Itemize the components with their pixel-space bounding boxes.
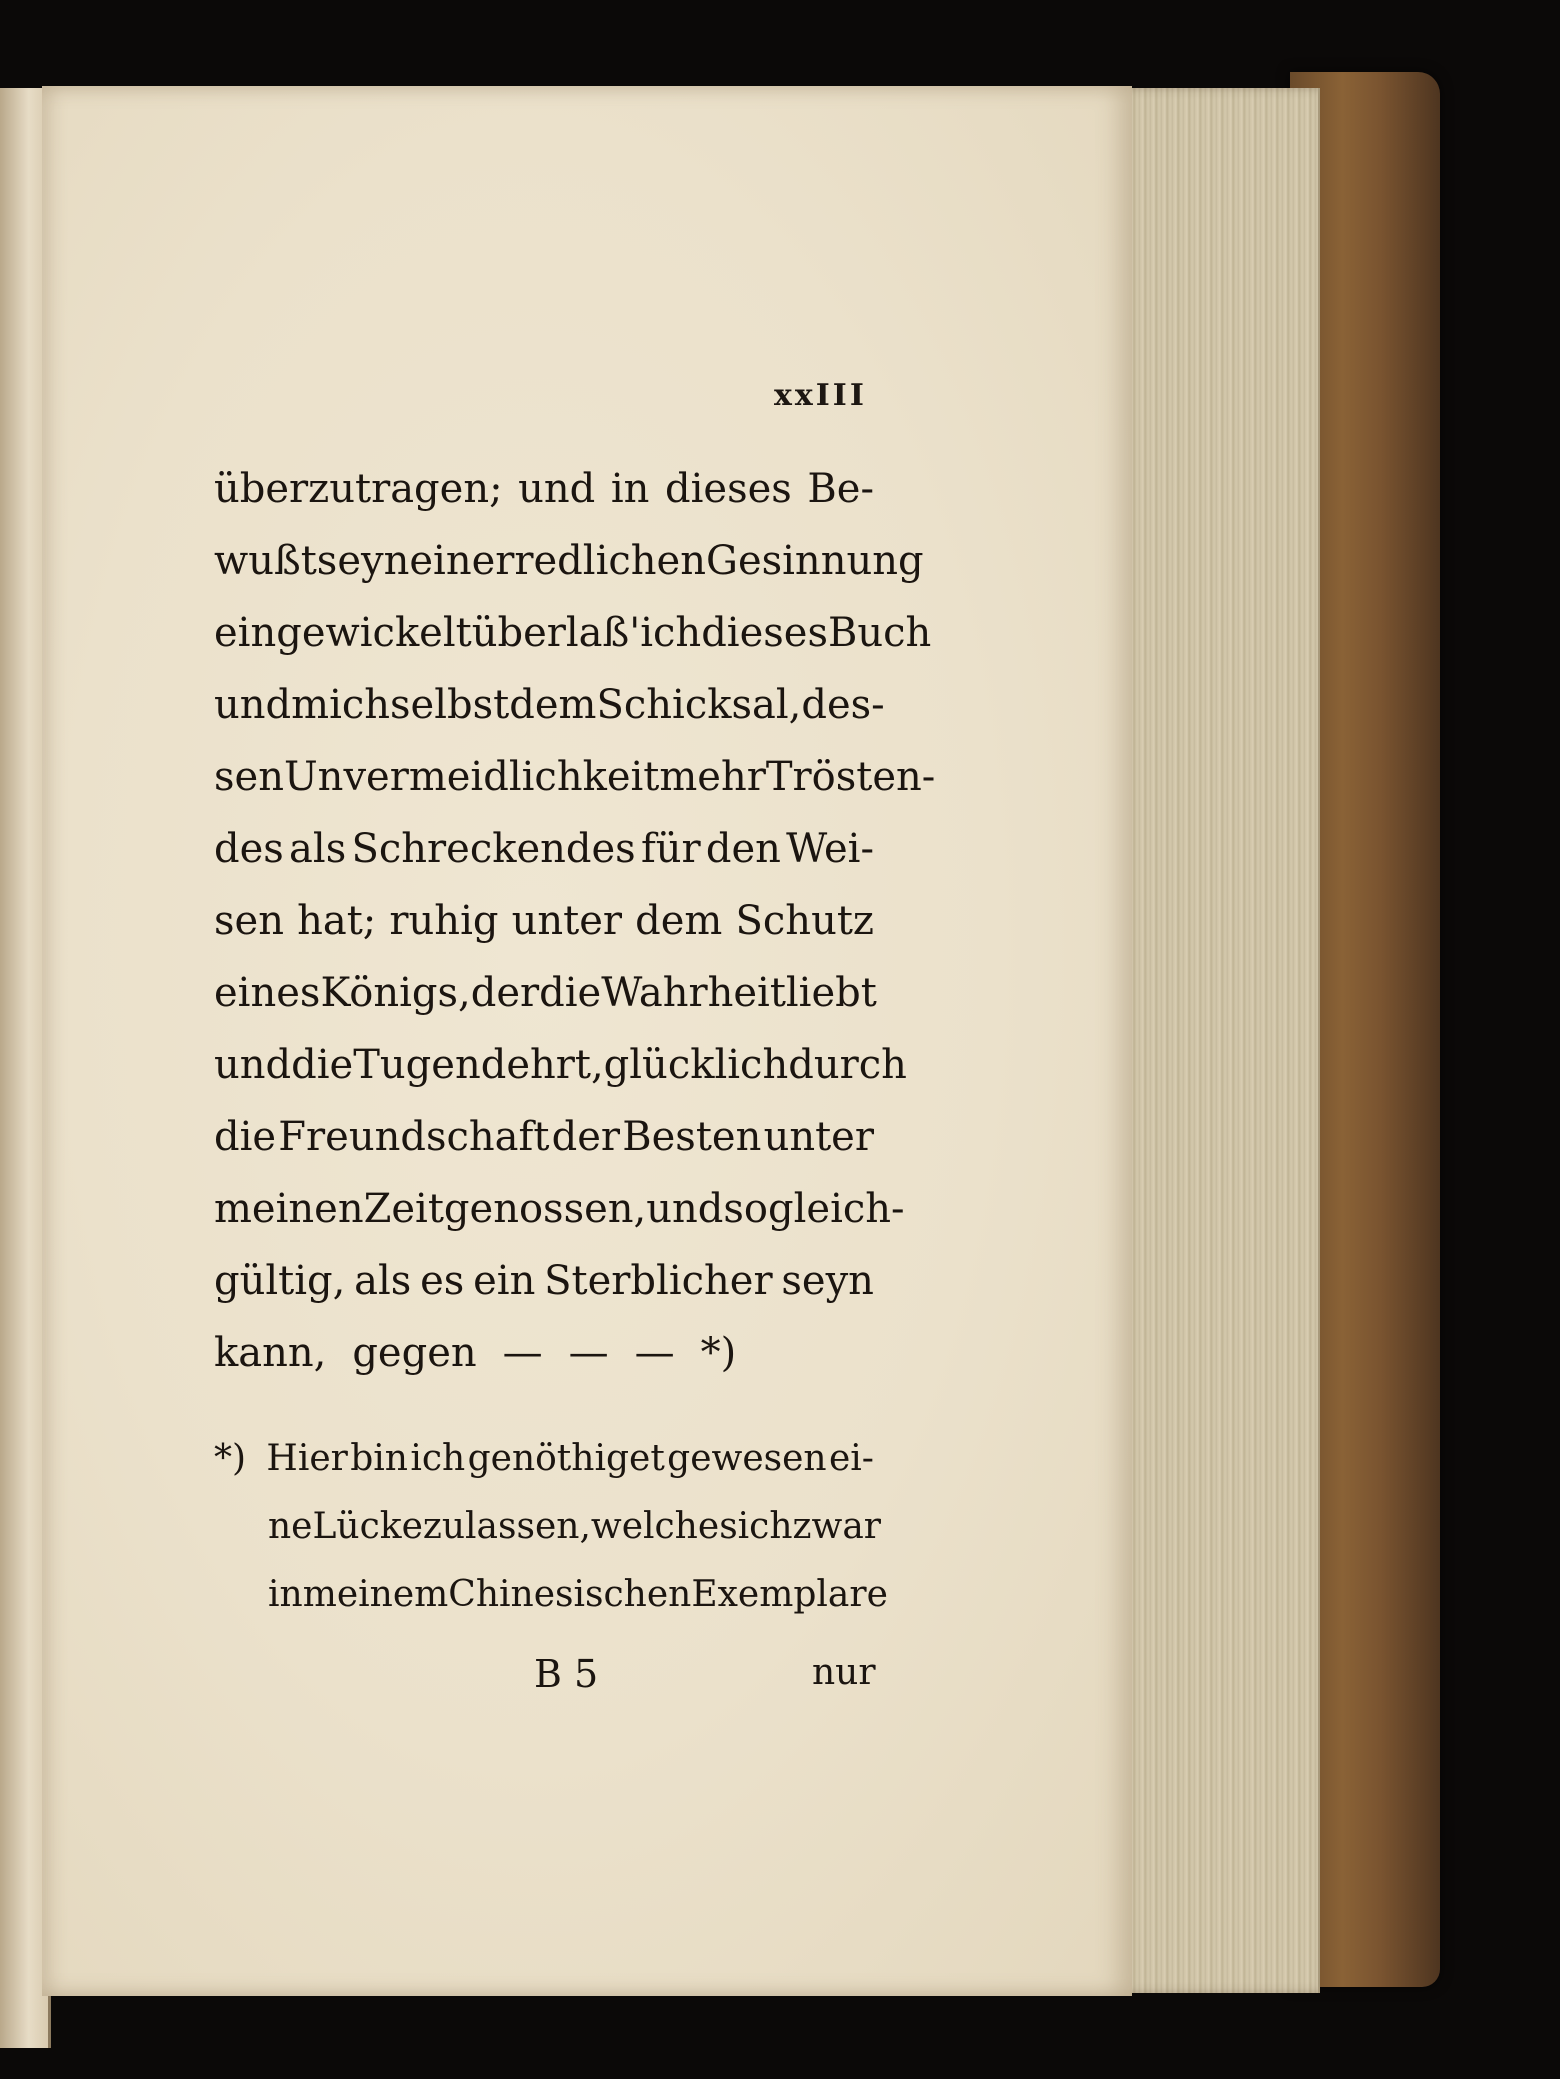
word: Exemplare <box>691 1574 888 1615</box>
footnote-marker: *) <box>214 1438 247 1479</box>
footnote-line <box>214 1506 881 1574</box>
word: mich <box>291 682 391 728</box>
word: ich <box>410 1438 466 1479</box>
word: als <box>289 826 347 872</box>
word: ruhig <box>389 898 499 944</box>
word: liebt <box>785 970 877 1016</box>
word: ich <box>640 610 702 656</box>
word: zu <box>422 1506 466 1547</box>
text-line <box>214 1330 874 1402</box>
word: meinen <box>214 1186 364 1232</box>
page-block-edges <box>1118 88 1320 1993</box>
footnote-line <box>214 1438 874 1506</box>
word: Schicksal, <box>596 682 802 728</box>
word: lassen, <box>465 1506 591 1547</box>
word: so <box>723 1186 768 1232</box>
text-line <box>214 754 936 826</box>
word: zwar <box>792 1506 881 1547</box>
word: Königs, <box>320 970 471 1016</box>
word: und <box>214 1042 292 1088</box>
word: sen <box>214 898 284 944</box>
word: Wei- <box>786 826 874 872</box>
word: wußtseyn <box>214 538 410 584</box>
word: dieses <box>701 610 828 656</box>
catchword: nur <box>812 1652 876 1693</box>
word: eines <box>214 970 321 1016</box>
text-line <box>214 1258 874 1330</box>
word: Zeitgenossen, <box>363 1186 647 1232</box>
word: Freundschaft <box>278 1114 550 1160</box>
word: der <box>470 970 540 1016</box>
word: in <box>610 466 650 512</box>
word: den <box>705 826 781 872</box>
footnote-block <box>214 1438 888 1642</box>
text-line <box>214 1114 874 1186</box>
word: Trösten- <box>765 754 936 800</box>
word: in <box>268 1574 303 1615</box>
word: Chinesischen <box>448 1574 692 1615</box>
word: genöthiget <box>467 1438 665 1479</box>
word: Hier <box>266 1438 348 1479</box>
word: glücklich <box>603 1042 789 1088</box>
word: Be- <box>807 466 874 512</box>
word: Lücke <box>312 1506 423 1547</box>
text-line <box>214 538 924 610</box>
word: des- <box>801 682 885 728</box>
word: seyn <box>781 1258 874 1304</box>
word: dem <box>635 898 723 944</box>
text-line <box>214 1186 905 1258</box>
word: die <box>539 970 602 1016</box>
word: Sterblicher <box>544 1258 773 1304</box>
word: redlichen <box>514 538 706 584</box>
word: sich <box>719 1506 793 1547</box>
word: Wahrheit <box>601 970 786 1016</box>
word: gegen <box>352 1330 477 1376</box>
word: gewesen <box>667 1438 827 1479</box>
word: Schutz <box>735 898 874 944</box>
word: ei- <box>828 1438 874 1479</box>
word: ehrt, <box>506 1042 604 1088</box>
word: es <box>420 1258 465 1304</box>
word: dem <box>509 682 597 728</box>
page-number: xxIII <box>774 378 867 413</box>
word: — <box>568 1330 609 1376</box>
word: Besten <box>622 1114 762 1160</box>
word: meinem <box>302 1574 449 1615</box>
word: überlaß' <box>471 610 641 656</box>
word: und <box>214 682 292 728</box>
word: selbst <box>390 682 510 728</box>
word: Schreckendes <box>351 826 636 872</box>
word: als <box>354 1258 412 1304</box>
word: Tugend <box>353 1042 507 1088</box>
signature-mark: B 5 <box>534 1652 599 1696</box>
word: sen <box>214 754 284 800</box>
word: *) <box>700 1330 737 1376</box>
word: durch <box>788 1042 907 1088</box>
word: ein <box>473 1258 536 1304</box>
footnote-line <box>214 1574 888 1642</box>
word: ne <box>268 1506 313 1547</box>
word: für <box>640 826 701 872</box>
word: überzutragen; <box>214 466 503 512</box>
word: unter <box>763 1114 874 1160</box>
word: gleich- <box>768 1186 905 1232</box>
word: gültig, <box>214 1258 346 1304</box>
text-line <box>214 466 874 538</box>
text-line <box>214 1042 907 1114</box>
word: die <box>291 1042 354 1088</box>
word: kann, <box>214 1330 327 1376</box>
word: mehr <box>659 754 766 800</box>
text-line <box>214 610 932 682</box>
word: dieses <box>665 466 792 512</box>
word: des <box>214 826 284 872</box>
word: der <box>551 1114 621 1160</box>
word: — <box>634 1330 675 1376</box>
word: und <box>646 1186 724 1232</box>
word: Buch <box>828 610 932 656</box>
book-page <box>42 86 1132 1996</box>
text-line <box>214 898 874 970</box>
word: die <box>214 1114 277 1160</box>
word: einer <box>409 538 515 584</box>
text-line <box>214 682 885 754</box>
word: hat; <box>297 898 377 944</box>
word: welche <box>590 1506 720 1547</box>
word: eingewickelt <box>214 610 472 656</box>
word: Gesinnung <box>705 538 924 584</box>
word: unter <box>511 898 622 944</box>
text-line <box>214 826 874 898</box>
main-text-block <box>214 466 936 1402</box>
word: — <box>502 1330 543 1376</box>
text-line <box>214 970 877 1042</box>
word: und <box>518 466 596 512</box>
word: bin <box>350 1438 408 1479</box>
word: Unvermeidlichkeit <box>283 754 660 800</box>
